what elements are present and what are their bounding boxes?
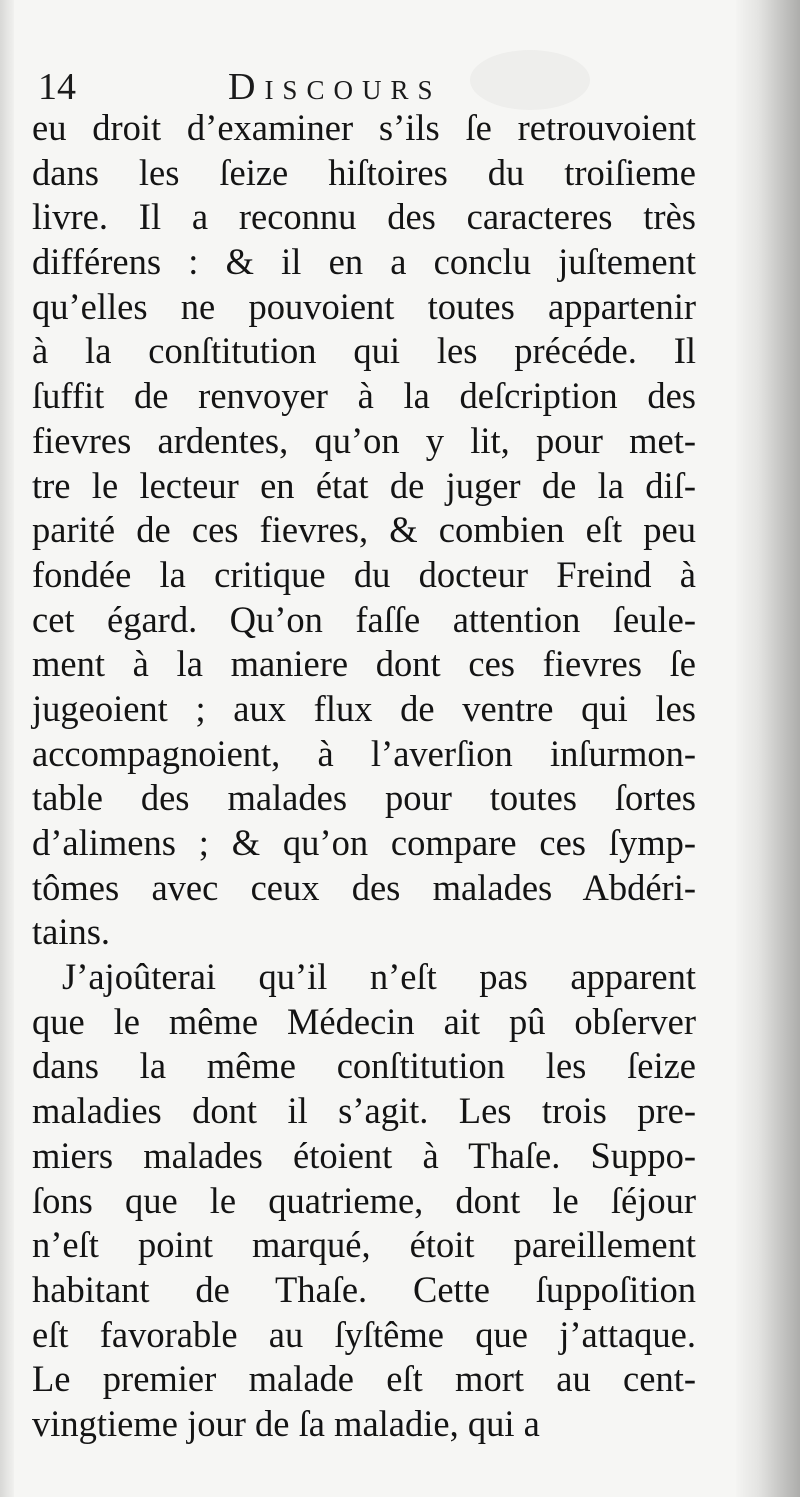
text-line: que le même Médecin ait pû obſerver — [32, 1000, 696, 1042]
text-line: à la conſtitution qui les précéde. Il — [32, 330, 696, 372]
text-line: miers malades étoient à Thaſe. Suppo- — [32, 1134, 696, 1176]
text-line: eu droit d’examiner s’ils ſe retrouvoient — [32, 107, 696, 148]
page-gutter-shadow — [736, 0, 800, 1497]
text-line: table des malades pour toutes ſortes — [32, 777, 696, 819]
text-line: J’ajoûterai qu’il n’eſt pas apparent — [62, 956, 696, 998]
text-line: ſuffit de renvoyer à la deſcription des — [32, 375, 696, 417]
text-line: accompagnoient, à l’averſion inſurmon- — [32, 732, 696, 774]
text-line: livre. Il a reconnu des caracteres très — [32, 196, 696, 238]
text-line: Le premier malade eſt mort au cent- — [32, 1358, 696, 1400]
text-line: dans les ſeize hiſtoires du troiſieme — [32, 151, 696, 193]
text-line: fievres ardentes, qu’on y lit, pour met- — [32, 419, 696, 461]
body-text — [32, 106, 696, 1447]
text-line: différens : & il en a conclu juſtement — [32, 241, 696, 283]
text-line: maladies dont il s’agit. Les trois pre- — [32, 1090, 696, 1132]
text-line: vingtieme jour de ſa maladie, qui a — [32, 1402, 540, 1444]
text-line: fondée la critique du docteur Freind à — [32, 553, 696, 595]
text-line: tains. — [32, 911, 111, 953]
text-line: qu’elles ne pouvoient toutes appartenir — [32, 285, 696, 327]
text-line: habitant de Thaſe. Cette ſuppoſition — [32, 1268, 696, 1310]
text-line: dans la même conſtitution les ſeize — [32, 1045, 696, 1087]
text-line: eſt favorable au ſyſtême que j’attaque. — [32, 1313, 696, 1355]
text-line: tômes avec ceux des malades Abdéri- — [32, 866, 696, 908]
page-number: 14 — [38, 66, 76, 108]
page-left-shadow — [0, 0, 14, 1497]
text-line: tre le lecteur en état de juger de la diſ- — [32, 464, 696, 506]
text-line: ment à la maniere dont ces fievres ſe — [32, 643, 696, 685]
text-line: d’alimens ; & qu’on compare ces ſymp- — [32, 822, 696, 863]
text-line: n’eſt point marqué, étoit pareillement — [32, 1224, 696, 1266]
text-line: jugeoient ; aux flux de ventre qui les — [32, 687, 696, 729]
text-line: parité de ces fievres, & combien eſt peu — [32, 509, 696, 551]
text-line: cet égard. Qu’on faſſe attention ſeule- — [32, 598, 696, 640]
running-head: Discours — [228, 66, 442, 108]
text-line: ſons que le quatrieme, dont le ſéjour — [32, 1179, 696, 1221]
